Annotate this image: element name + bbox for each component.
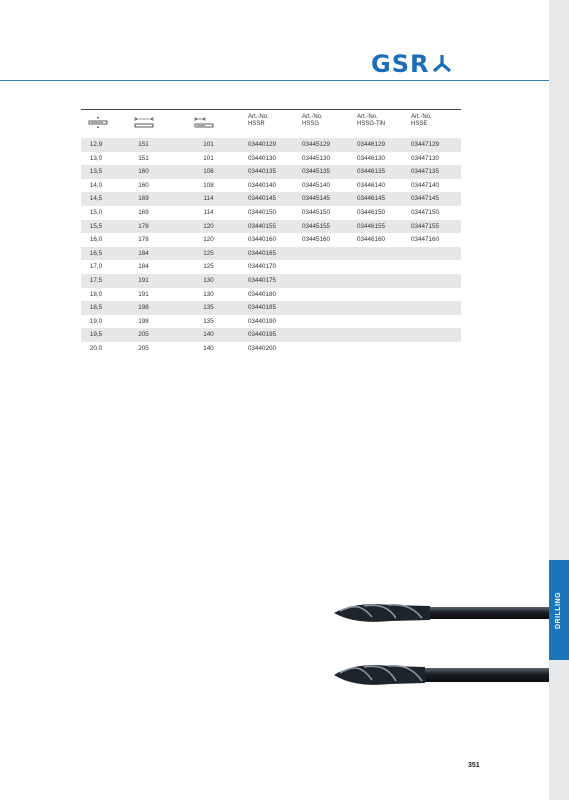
diameter-cell: 16,5 xyxy=(89,249,103,257)
diameter-cell: 17,0 xyxy=(89,263,103,271)
hssr-art-no-cell: 03440129 xyxy=(248,141,277,148)
diameter-cell: 19,0 xyxy=(89,317,103,325)
total-length-cell: 160 xyxy=(138,181,149,189)
diameter-cell: 13,5 xyxy=(89,168,103,176)
hsse-art-no-cell: 03447160 xyxy=(411,236,440,244)
table-row xyxy=(81,288,461,302)
hsse-art-no-cell: 03447129 xyxy=(411,141,440,148)
flute-length-cell: 120 xyxy=(203,222,214,230)
hssr-art-no-cell: 03440150 xyxy=(248,208,277,216)
hssg-tin-art-no-cell: 03446140 xyxy=(357,181,386,189)
total-length-cell: 198 xyxy=(138,317,149,325)
table-row xyxy=(81,220,461,234)
hssr-art-no-cell: 03440135 xyxy=(248,168,277,176)
hssr-art-no-cell: 03440195 xyxy=(248,331,277,339)
hsse-art-no-cell: 03447140 xyxy=(411,181,440,189)
total-length-cell: 169 xyxy=(138,195,149,203)
flute-length-cell: 114 xyxy=(203,195,214,203)
header-rule xyxy=(0,80,549,81)
total-length-cell: 205 xyxy=(138,344,149,352)
diameter-cell: 17,5 xyxy=(89,276,103,284)
table-row xyxy=(81,247,461,261)
flute-length-cell: 101 xyxy=(203,141,214,148)
diameter-cell: 15,0 xyxy=(89,208,103,216)
diameter-cell: 20,0 xyxy=(89,344,103,352)
logo-text: GSR xyxy=(371,50,430,78)
table-row xyxy=(81,342,461,356)
table-row xyxy=(81,192,461,206)
flute-length-cell: 108 xyxy=(203,181,214,189)
hssg-tin-art-no-cell: 03446135 xyxy=(357,168,386,176)
flute-length-cell: 140 xyxy=(203,331,214,339)
hssr-art-no-cell: 03440145 xyxy=(248,195,277,203)
hssg-art-no-cell: 03445145 xyxy=(302,195,331,203)
diameter-icon xyxy=(88,116,108,135)
flute-length-cell: 101 xyxy=(203,154,214,162)
hsse-art-no-cell: 03447155 xyxy=(411,222,440,230)
total-length-cell: 151 xyxy=(138,141,149,148)
total-length-cell: 169 xyxy=(138,208,149,216)
table-row xyxy=(81,165,461,179)
flute-length-cell: 125 xyxy=(203,249,214,257)
total-length-cell: 191 xyxy=(138,290,149,298)
hsse-art-no-cell: 03447135 xyxy=(411,168,440,176)
table-body xyxy=(81,138,461,356)
logo-mark-icon xyxy=(432,54,452,74)
diameter-cell: 13,0 xyxy=(89,154,103,162)
section-tab-label-wrap xyxy=(549,560,569,660)
flute-length-cell: 108 xyxy=(203,168,214,176)
table-row xyxy=(81,301,461,315)
total-length-cell: 178 xyxy=(138,236,149,244)
hssr-art-no-cell: 03440165 xyxy=(248,249,277,257)
table-row xyxy=(81,138,461,152)
table-top-rule xyxy=(81,109,461,110)
flute-length-cell: 114 xyxy=(203,208,214,216)
hsse-art-no-cell: 03447145 xyxy=(411,195,440,203)
hssg-tin-art-no-cell: 03446130 xyxy=(357,154,386,162)
flute-length-icon xyxy=(193,116,215,135)
table-row xyxy=(81,260,461,274)
hssr-art-no-cell: 03440200 xyxy=(248,344,277,352)
hssr-art-no-cell: 03440185 xyxy=(248,304,277,312)
flute-length-cell: 130 xyxy=(203,290,214,298)
hssg-tin-art-no-cell: 03446129 xyxy=(357,141,386,148)
diameter-cell: 19,5 xyxy=(89,331,103,339)
diameter-cell: 18,5 xyxy=(89,304,103,312)
hssr-art-no-cell: 03440140 xyxy=(248,181,277,189)
hssg-tin-art-no-cell: 03446160 xyxy=(357,236,386,244)
product-table xyxy=(81,112,461,356)
diameter-cell: 18,0 xyxy=(89,290,103,298)
page-number: 351 xyxy=(468,762,480,769)
hssg-art-no-cell: 03445130 xyxy=(302,154,331,162)
header-hssr: Art.-No. HSSR xyxy=(248,114,269,127)
table-header xyxy=(81,112,461,138)
hssr-art-no-cell: 03440160 xyxy=(248,236,277,244)
hssg-tin-art-no-cell: 03446155 xyxy=(357,222,386,230)
table-row xyxy=(81,152,461,166)
flute-length-cell: 140 xyxy=(203,344,214,352)
diameter-cell: 14,5 xyxy=(89,195,103,203)
flute-length-cell: 125 xyxy=(203,263,214,271)
hssg-art-no-cell: 03445140 xyxy=(302,181,331,189)
hsse-art-no-cell: 03447130 xyxy=(411,154,440,162)
hssg-art-no-cell: 03445155 xyxy=(302,222,331,230)
flute-length-cell: 130 xyxy=(203,276,214,284)
diameter-cell: 15,5 xyxy=(89,222,103,230)
hssg-art-no-cell: 03445150 xyxy=(302,208,331,216)
diameter-cell: 12,9 xyxy=(89,141,103,148)
hssr-art-no-cell: 03440175 xyxy=(248,276,277,284)
header-hssg: Art.-No. HSSG xyxy=(302,114,323,127)
hssg-art-no-cell: 03445129 xyxy=(302,141,331,148)
hssr-art-no-cell: 03440130 xyxy=(248,154,277,162)
total-length-cell: 198 xyxy=(138,304,149,312)
total-length-cell: 205 xyxy=(138,331,149,339)
total-length-cell: 184 xyxy=(138,249,149,257)
hsse-art-no-cell: 03447150 xyxy=(411,208,440,216)
hssg-art-no-cell: 03445135 xyxy=(302,168,331,176)
hssr-art-no-cell: 03440155 xyxy=(248,222,277,230)
hssr-art-no-cell: 03440180 xyxy=(248,290,277,298)
section-tab-label: DRILLING xyxy=(555,591,563,629)
hssg-tin-art-no-cell: 03446145 xyxy=(357,195,386,203)
flute-length-cell: 120 xyxy=(203,236,214,244)
hssr-art-no-cell: 03440170 xyxy=(248,263,277,271)
flute-length-cell: 135 xyxy=(203,317,214,325)
brand-logo xyxy=(371,50,452,78)
diameter-cell: 14,0 xyxy=(89,181,103,189)
hssr-art-no-cell: 03440190 xyxy=(248,317,277,325)
diameter-cell: 16,0 xyxy=(89,236,103,244)
table-row xyxy=(81,206,461,220)
table-row xyxy=(81,274,461,288)
flute-length-cell: 135 xyxy=(203,304,214,312)
header-hsse: Art.-No. HSSE xyxy=(411,114,432,127)
table-row xyxy=(81,328,461,342)
table-row xyxy=(81,233,461,247)
hssg-art-no-cell: 03445160 xyxy=(302,236,331,244)
total-length-icon xyxy=(133,116,155,135)
header-hssg-tin: Art.-No. HSSG-TiN xyxy=(357,114,386,127)
total-length-cell: 151 xyxy=(138,154,149,162)
total-length-cell: 191 xyxy=(138,276,149,284)
drill-bits-image xyxy=(330,585,549,715)
hssg-tin-art-no-cell: 03446150 xyxy=(357,208,386,216)
right-sidebar xyxy=(549,0,569,800)
table-row xyxy=(81,315,461,329)
total-length-cell: 178 xyxy=(138,222,149,230)
total-length-cell: 184 xyxy=(138,263,149,271)
table-row xyxy=(81,179,461,193)
total-length-cell: 160 xyxy=(138,168,149,176)
